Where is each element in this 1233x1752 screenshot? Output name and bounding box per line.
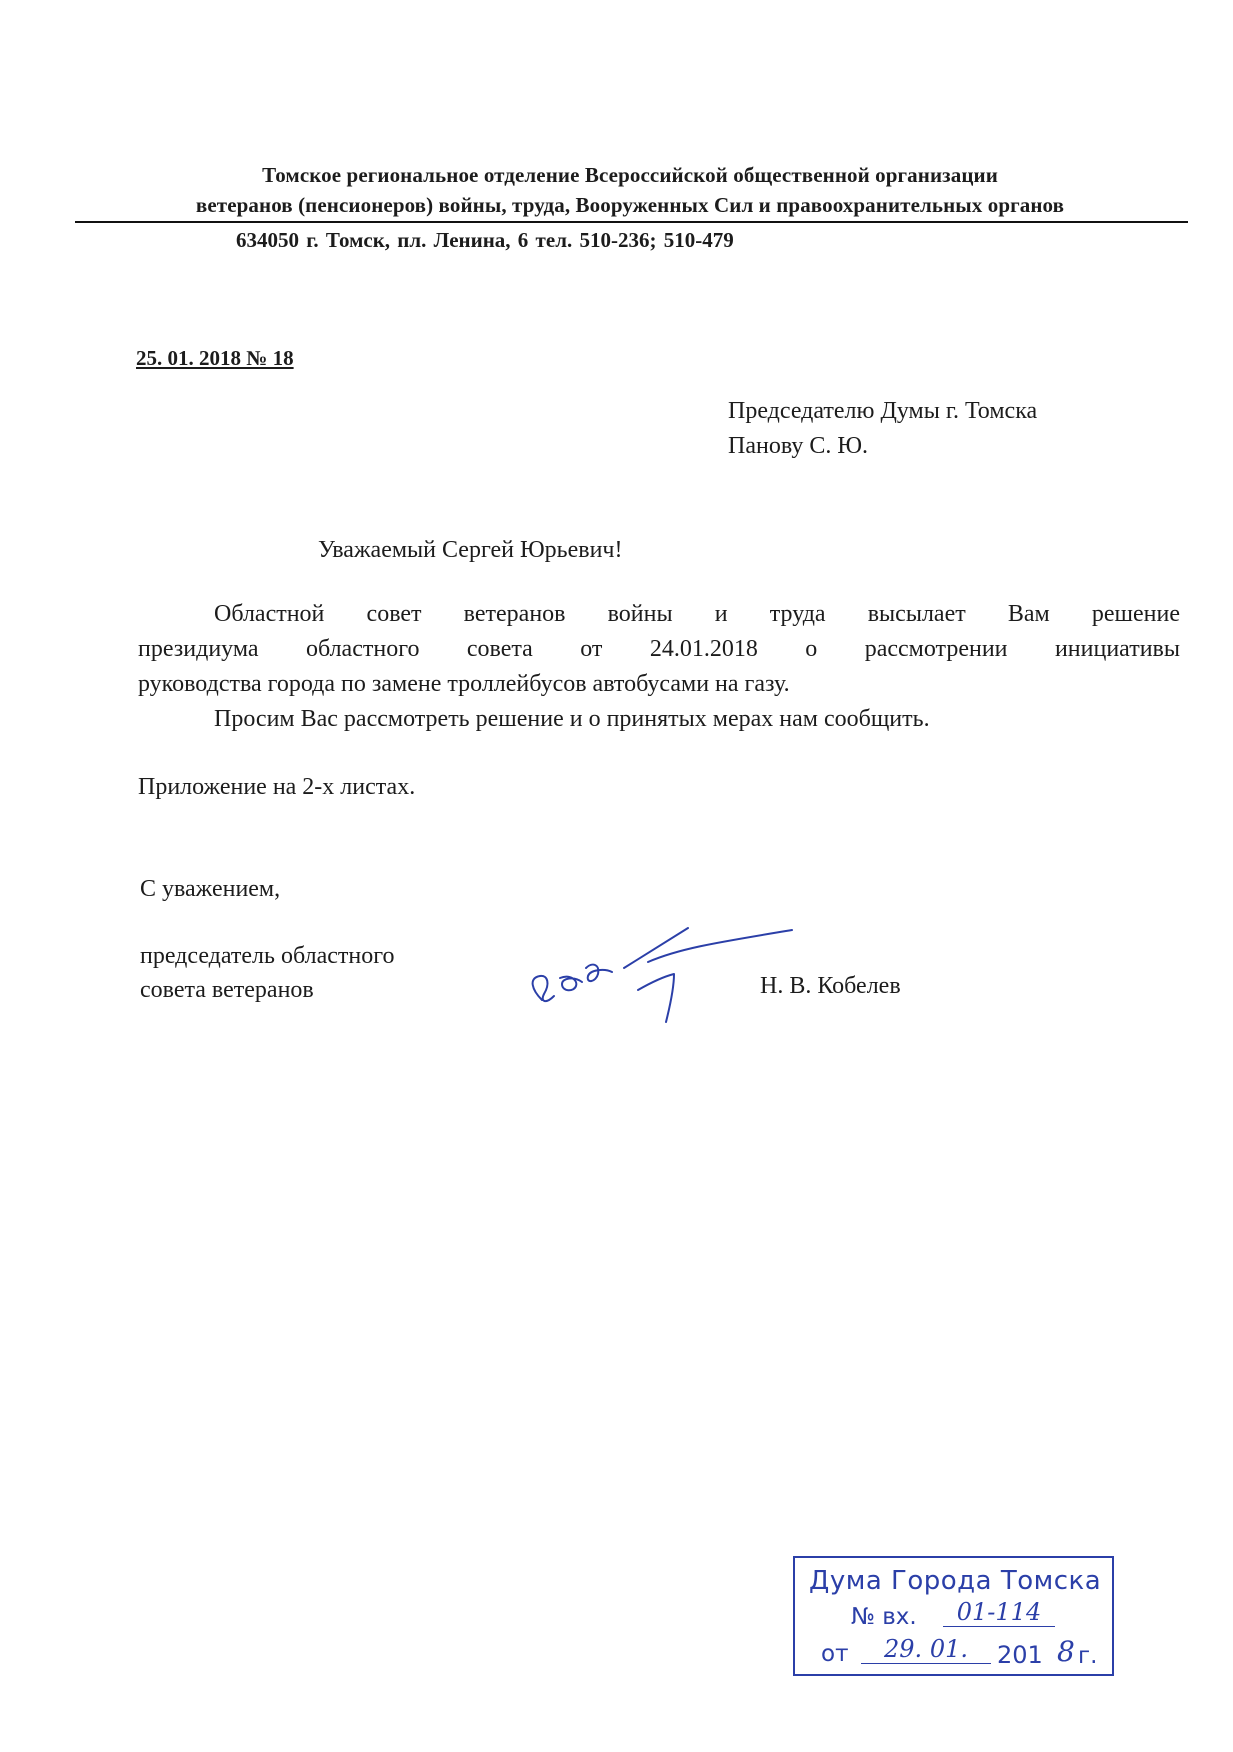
signature-stroke-6 [638,974,674,1022]
stamp-number-value: 01-114 [943,1598,1055,1627]
signature-stroke-5 [648,930,792,962]
incoming-registration-stamp [793,1556,1114,1676]
letterhead-line-2: ветеранов (пенсионеров) войны, труда, Вооруженных Сил и правоохранительных органов [195,193,1065,217]
letterhead-address: 634050 г. Томск, пл. Ленина, 6 тел. 510-236; 510-479 [236,228,734,252]
addressee-line-2: Панову С. Ю. [728,433,869,459]
addressee-line-1: Председателю Думы г. Томска [728,398,1038,424]
body-paragraph-1-line-3: руководства города по замене троллейбусов автобусами на газу. [138,671,790,697]
letterhead-divider [75,221,1188,223]
signature-stroke-1 [533,976,554,1001]
stamp-year-unit: г. [1078,1643,1098,1669]
signatory-title-line-2: совета ветеранов [140,977,314,1003]
stamp-year-suffix: 8 [1057,1635,1075,1668]
body-paragraph-2: Просим Вас рассмотреть решение и о принятых мерах нам сообщить. [214,706,930,732]
signature-stroke-4 [624,928,688,968]
signatory-title-line-1: председатель областного [140,943,395,969]
stamp-title: Дума Города Томска [809,1566,1102,1596]
stamp-year-prefix: 201 [997,1641,1043,1669]
body-paragraph-1-line-2: президиума областного совета от 24.01.2018 о рассмотрении инициативы [138,636,1180,662]
closing-phrase: С уважением, [140,876,281,902]
outgoing-reg-number: 25. 01. 2018 № 18 [136,346,294,370]
greeting: Уважаемый Сергей Юрьевич! [318,537,623,563]
stamp-date-label: от [821,1641,849,1667]
signature-stroke-3 [586,965,612,981]
stamp-number-label: № вх. [851,1604,917,1630]
letterhead-line-1: Томское региональное отделение Всероссийской общественной организации [262,163,998,187]
attachment-note: Приложение на 2-х листах. [138,774,416,800]
body-paragraph-1-line-1: Областной совет ветеранов войны и труда высылает Вам решение [214,601,1180,627]
stamp-date-value: 29. 01. [861,1635,991,1664]
signatory-name: Н. В. Кобелев [760,973,901,999]
handwritten-signature [520,918,800,1028]
signature-stroke-2 [560,977,582,991]
